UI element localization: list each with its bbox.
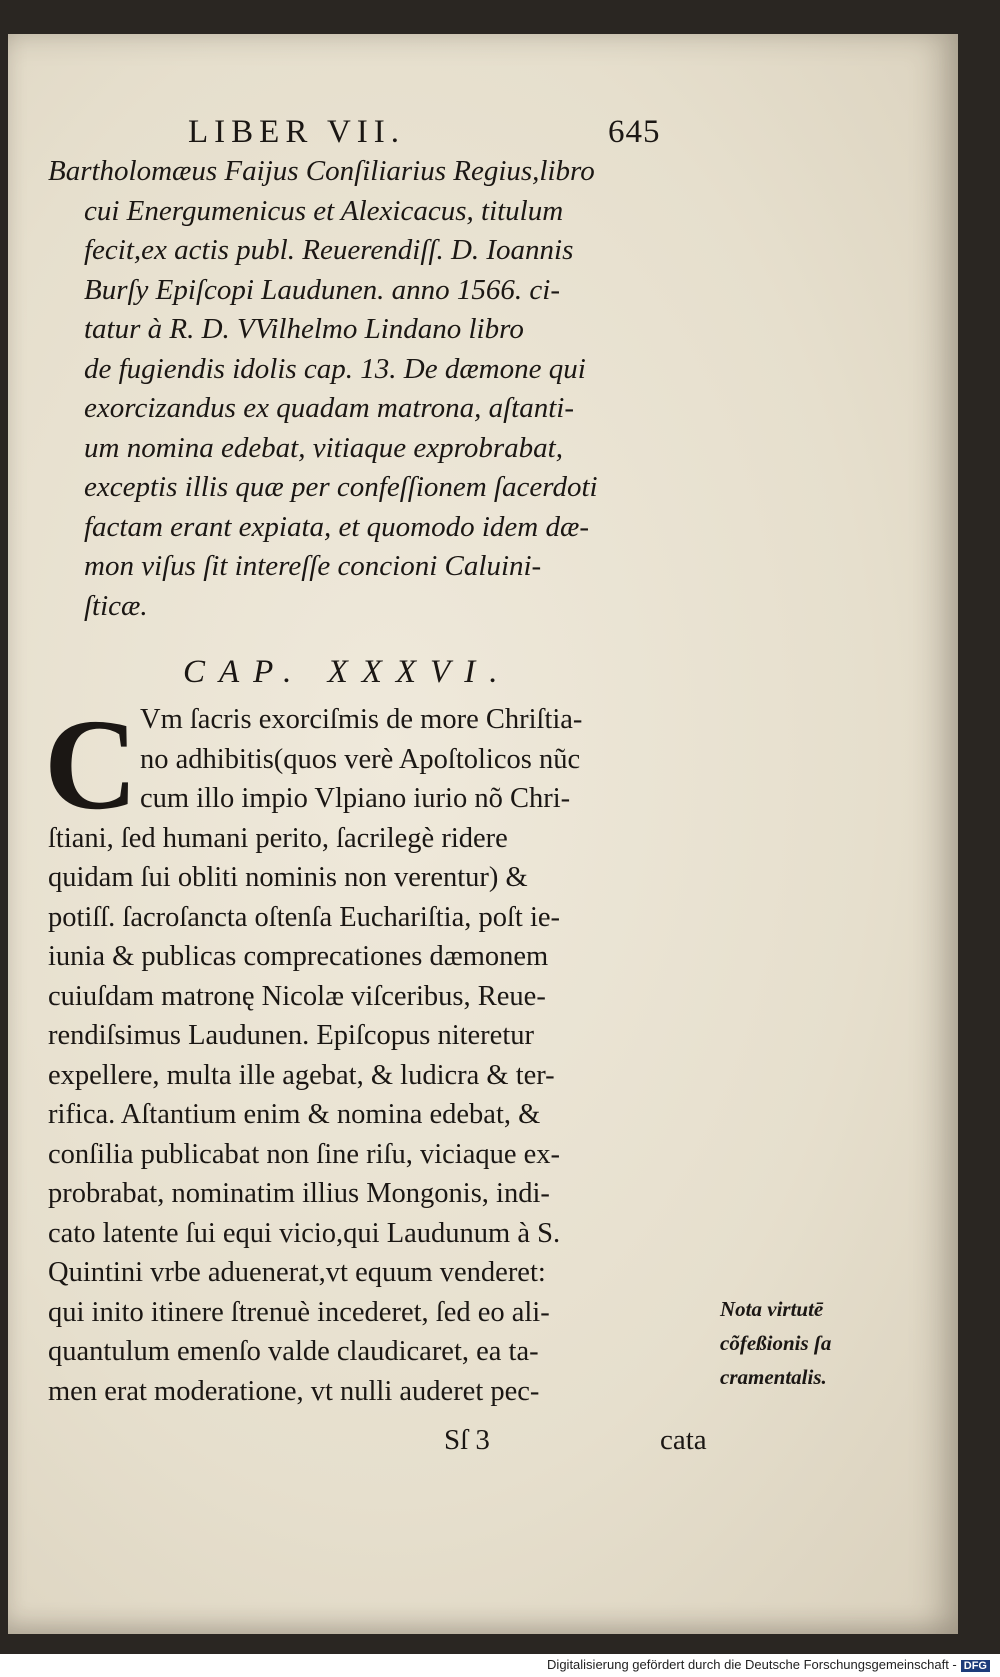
body-line: cato latente ſui equi vicio,qui Laudunum à S. xyxy=(48,1217,561,1249)
body-line: Quintini vrbe aduenerat,vt equum venderet: xyxy=(48,1257,546,1288)
summary-line: Burſy Epiſcopi Laudunen. anno 1566. ci- xyxy=(84,273,561,306)
summary-line: um nomina edebat, vitiaque exprobrabat, xyxy=(84,431,563,464)
body-line: cum illo impio Vlpiano iurio nõ Chri- xyxy=(140,783,571,814)
body-line: qui inito itinere ſtrenuè incederet, ſed eo ali- xyxy=(48,1296,550,1328)
body-text xyxy=(48,700,718,1411)
body-line: rendiſsimus Laudunen. Epiſcopus niteretur xyxy=(48,1020,534,1051)
body-line: potiſſ. ſacroſancta oſtenſa Euchariſtia, poſt ie- xyxy=(48,901,561,933)
body-line: Vm ſacris exorciſmis de more Chriſtia- xyxy=(140,704,583,735)
body-line: cuiuſdam matronę Nicolæ viſceribus, Reue- xyxy=(48,980,546,1012)
page-number: 645 xyxy=(608,114,661,150)
running-head-title: LIBER VII. xyxy=(188,114,406,150)
body-line: ſtiani, ſed humani perito, ſacrilegè ridere xyxy=(48,822,508,854)
summary-line: fecit,ex actis publ. Reuerendiſſ. D. Ioannis xyxy=(84,234,574,266)
body-line: probrabat, nominatim illius Mongonis, indi- xyxy=(48,1178,550,1209)
body-line: no adhibitis(quos verè Apoſtolicos nũc xyxy=(140,743,581,775)
summary-line: cui Energumenicus et Alexicacus, titulum xyxy=(84,194,564,227)
dfg-logo: DFG xyxy=(961,1660,990,1672)
summary-line: factam erant expiata, et quomodo idem dæ- xyxy=(84,510,589,543)
summary-line: tatur à R. D. VVilhelmo Lindano libro xyxy=(84,313,524,345)
summary-line: de fugiendis idolis cap. 13. De dæmone qui xyxy=(84,352,586,385)
footer-text: Digitalisierung gefördert durch die Deutsche Forschungsgemeinschaft - xyxy=(547,1657,957,1672)
marginal-line: Nota virtutē xyxy=(720,1297,824,1321)
summary-line: ſticæ. xyxy=(84,589,148,622)
book-page xyxy=(8,34,958,1634)
summary-line: exorcizandus ex quadam matrona, aſtanti- xyxy=(84,392,574,424)
body-line: conſilia publicabat non ſine riſu, viciaque ex- xyxy=(48,1138,561,1170)
funding-footer xyxy=(547,1657,990,1672)
body-line: quidam ſui obliti nominis non verentur) & xyxy=(48,862,528,893)
body-line: rifica. Aſtantium enim & nomina edebat, & xyxy=(48,1099,541,1130)
marginal-line: cramentalis. xyxy=(720,1365,827,1389)
chapter-summary xyxy=(48,152,708,626)
chapter-heading: CAP. XXXVI. xyxy=(183,654,512,690)
signature-mark: Sſ 3 xyxy=(444,1424,490,1456)
catchword: cata xyxy=(660,1424,707,1456)
summary-line: exceptis illis quæ per confeſſionem ſacerdoti xyxy=(84,471,598,503)
marginal-line: cõfeßionis ſa xyxy=(720,1331,832,1355)
summary-line: Bartholomæus Faijus Conſiliarius Regius,libro xyxy=(48,155,595,187)
body-line: expellere, multa ille agebat, & ludicra & ter- xyxy=(48,1059,555,1091)
body-line: men erat moderatione, vt nulli auderet pec- xyxy=(48,1375,540,1407)
drop-capital: C xyxy=(44,693,138,837)
body-line: iunia & publicas comprecationes dæmonem xyxy=(48,941,549,972)
summary-line: mon viſus ſit intereſſe concioni Caluini- xyxy=(84,550,542,582)
marginal-note xyxy=(720,1292,890,1394)
body-line: quantulum emenſo valde claudicaret, ea ta- xyxy=(48,1336,539,1367)
